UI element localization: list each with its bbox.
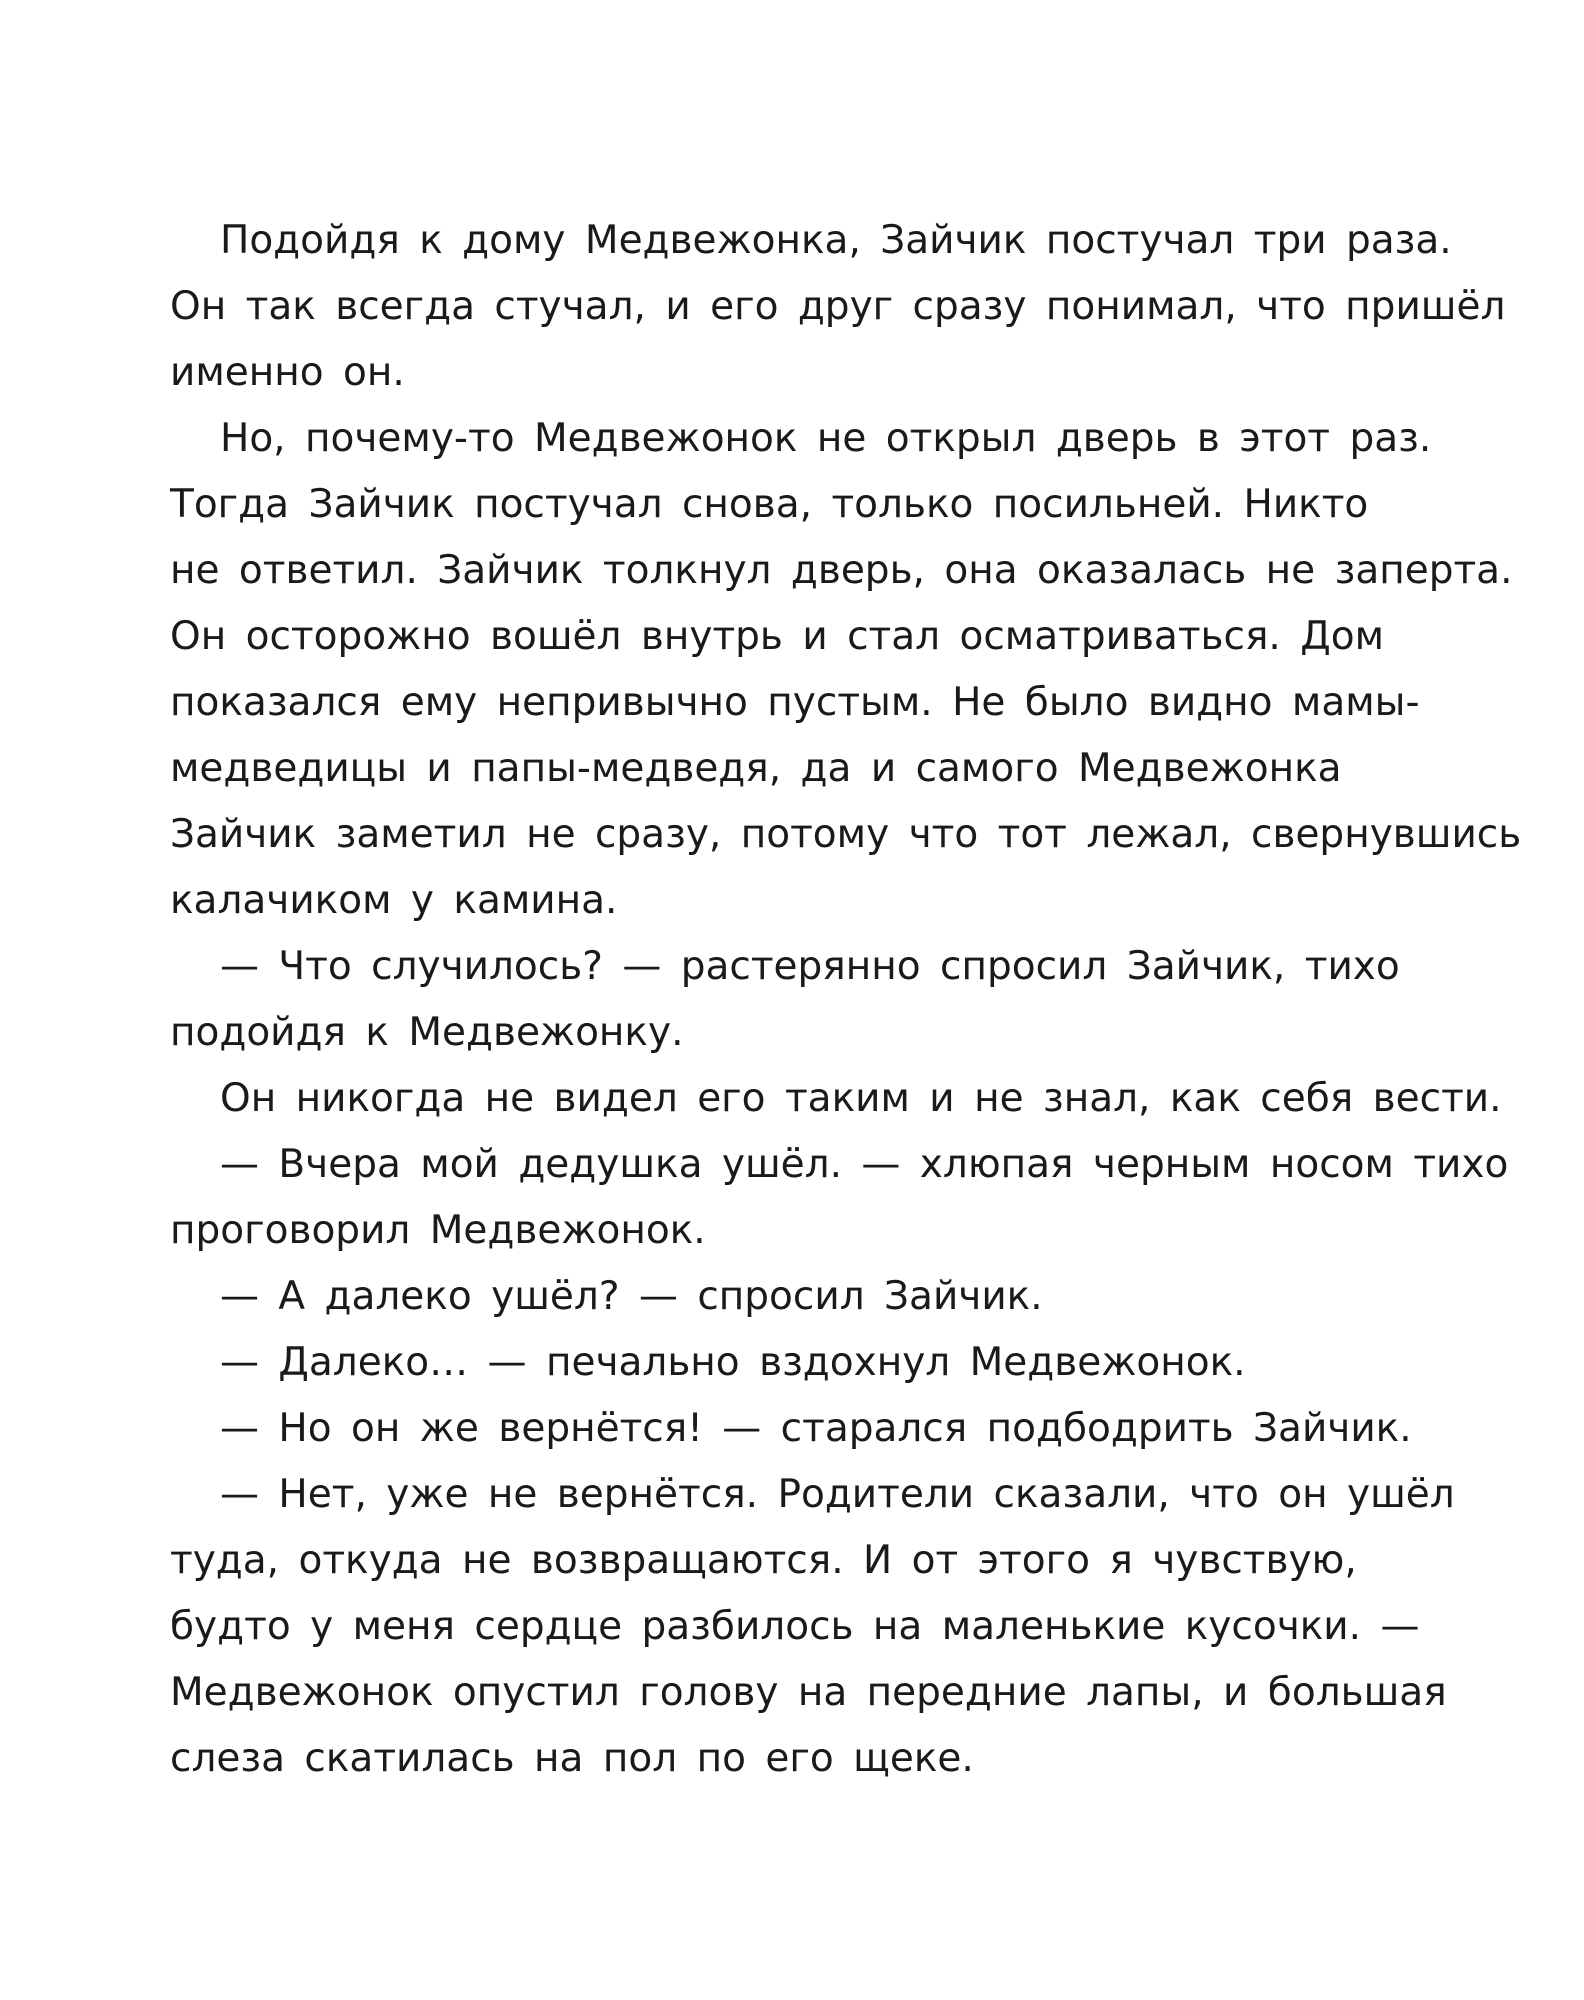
text-line: именно он. [170,350,405,395]
text-line: — Что случилось? — растерянно спросил Зайчик, тихо [220,944,1400,989]
text-line: Медвежонок опустил голову на передние лапы, и большая [170,1670,1447,1715]
story-text [170,208,1522,1792]
text-line: калачиком у камина. [170,878,618,923]
text-line: Он так всегда стучал, и его друг сразу понимал, что пришёл [170,284,1506,329]
text-line: Он никогда не видел его таким и не знал, как себя вести. [220,1076,1502,1121]
text-line: туда, откуда не возвращаются. И от этого я чувствую, [170,1538,1357,1583]
text-line: Тогда Зайчик постучал снова, только посильней. Никто [170,482,1369,527]
text-line: Он осторожно вошёл внутрь и стал осматриваться. Дом [170,614,1384,659]
text-line: будто у меня сердце разбилось на маленькие кусочки. — [170,1604,1420,1649]
text-line: — Вчера мой дедушка ушёл. — хлюпая черным носом тихо [220,1142,1509,1187]
text-line: проговорил Медвежонок. [170,1208,706,1253]
text-line: Подойдя к дому Медвежонка, Зайчик постучал три раза. [220,218,1452,263]
text-line: — А далеко ушёл? — спросил Зайчик. [220,1274,1043,1319]
text-line: слеза скатилась на пол по его щеке. [170,1736,974,1781]
text-line: показался ему непривычно пустым. Не было видно мамы- [170,680,1420,725]
text-line: Но, почему-то Медвежонок не открыл дверь в этот раз. [220,416,1432,461]
text-line: медведицы и папы-медведя, да и самого Медвежонка [170,746,1342,791]
text-line: подойдя к Медвежонку. [170,1010,684,1055]
text-line: — Но он же вернётся! — старался подбодрить Зайчик. [220,1406,1412,1451]
text-line: Зайчик заметил не сразу, потому что тот лежал, свернувшись [170,812,1522,857]
text-line: — Далеко… — печально вздохнул Медвежонок. [220,1340,1246,1385]
text-line: — Нет, уже не вернётся. Родители сказали, что он ушёл [220,1472,1455,1517]
text-line: не ответил. Зайчик толкнул дверь, она оказалась не заперта. [170,548,1513,593]
